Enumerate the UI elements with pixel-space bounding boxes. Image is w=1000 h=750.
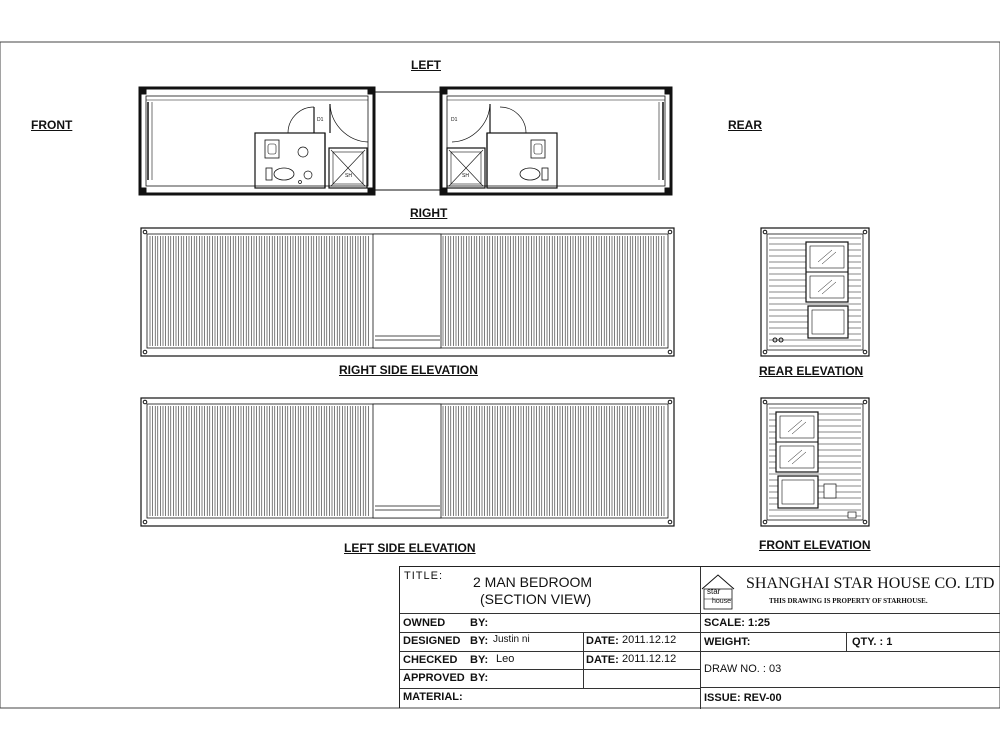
checked-date-value: 2011.12.12 — [622, 653, 677, 665]
view-label-left: LEFT — [411, 58, 441, 72]
weight-label: WEIGHT: — [704, 636, 751, 648]
designed-by-label: BY: — [470, 635, 489, 647]
plan-module-right — [441, 88, 671, 194]
designed-date-label: DATE: — [586, 635, 619, 647]
view-label-right-side-elevation: RIGHT SIDE ELEVATION — [339, 363, 478, 377]
company-note: THIS DRAWING IS PROPERTY OF STARHOUSE. — [769, 597, 928, 605]
plan-tag-door-right: D1 — [317, 117, 324, 123]
company-logo — [700, 567, 736, 613]
view-label-right: RIGHT — [410, 206, 448, 220]
view-label-front: FRONT — [31, 118, 73, 132]
logo-text-bottom: house — [712, 598, 732, 605]
scale-value: SCALE: 1:25 — [704, 617, 771, 629]
floor-plan — [140, 88, 671, 194]
title-line-2: (SECTION VIEW) — [480, 591, 592, 607]
rear-elevation-drawing — [761, 228, 869, 356]
designed-date-value: 2011.12.12 — [622, 634, 677, 646]
draw-no-value: DRAW NO. : 03 — [704, 663, 782, 675]
view-label-left-side-elevation: LEFT SIDE ELEVATION — [344, 541, 476, 555]
plan-tag-shower-left: SH — [345, 173, 352, 179]
company-name: SHANGHAI STAR HOUSE CO. LTD — [746, 575, 995, 592]
title-block — [399, 566, 1000, 708]
approved-label: APPROVED — [403, 672, 465, 684]
view-label-rear-elevation: REAR ELEVATION — [759, 364, 864, 378]
left-side-elevation-drawing — [141, 398, 674, 526]
checked-by-label: BY: — [470, 654, 489, 666]
checked-by-value: Leo — [496, 653, 515, 665]
qty-value: QTY. : 1 — [852, 636, 893, 648]
plan-tag-shower-right: SH — [462, 173, 469, 179]
title-label: TITLE: — [404, 570, 444, 582]
logo-text-top: star — [707, 587, 721, 596]
designed-by-value: Justin ni — [493, 634, 530, 645]
approved-by-label: BY: — [470, 672, 489, 684]
checked-label: CHECKED — [403, 654, 458, 666]
checked-date-label: DATE: — [586, 654, 619, 666]
owned-by-label: BY: — [470, 617, 489, 629]
plan-module-left — [140, 88, 374, 194]
view-label-front-elevation: FRONT ELEVATION — [759, 538, 871, 552]
owned-label: OWNED — [403, 617, 446, 629]
front-elevation-drawing — [761, 398, 869, 526]
material-label: MATERIAL: — [403, 691, 463, 703]
right-side-elevation-drawing — [141, 228, 674, 356]
designed-label: DESIGNED — [403, 635, 461, 647]
view-label-rear: REAR — [728, 118, 763, 132]
plan-tag-door-left: D1 — [451, 117, 458, 123]
issue-value: ISSUE: REV-00 — [704, 692, 782, 704]
title-line-1: 2 MAN BEDROOM — [473, 574, 593, 590]
